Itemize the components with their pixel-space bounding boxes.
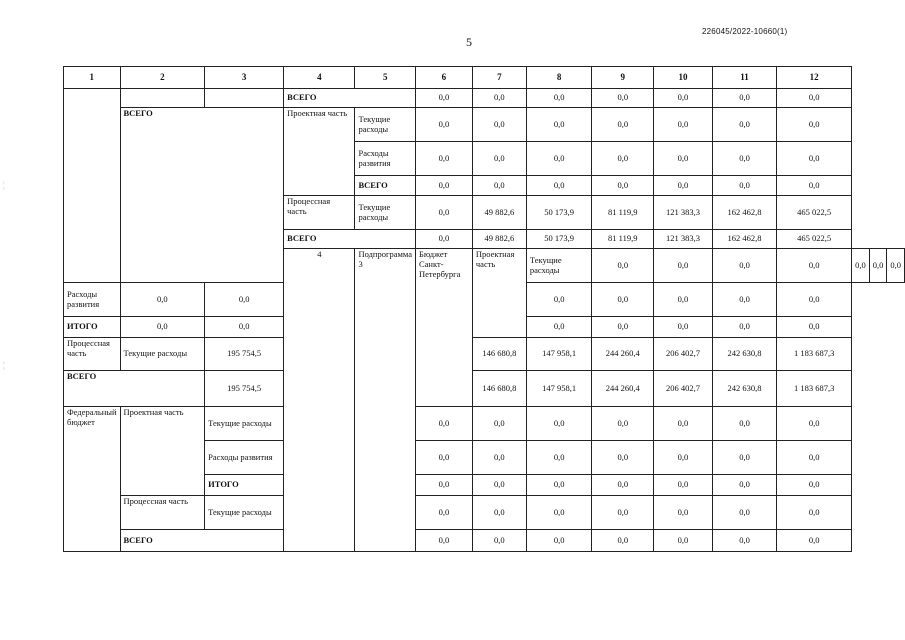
total-label: ВСЕГО xyxy=(64,371,205,407)
budget-source: Бюджет Санкт-Петербурга xyxy=(415,249,472,407)
value-cell: 0,0 xyxy=(472,441,526,475)
value-cell: 0,0 xyxy=(654,496,713,530)
value-cell: 0,0 xyxy=(654,176,713,196)
value-cell: 0,0 xyxy=(526,441,592,475)
value-cell: 121 383,3 xyxy=(654,230,713,249)
subtotal-label: ИТОГО xyxy=(205,475,284,496)
current-expenses-label: Текущие расходы xyxy=(205,496,284,530)
current-expenses-label: Текущие расходы xyxy=(355,196,416,230)
table-row xyxy=(64,371,905,407)
value-cell: 0,0 xyxy=(777,441,852,475)
value-cell: 0,0 xyxy=(777,530,852,552)
budget-table xyxy=(63,66,905,552)
value-cell: 0,0 xyxy=(592,441,654,475)
value-cell: 0,0 xyxy=(712,89,776,108)
value-cell: 0,0 xyxy=(777,475,852,496)
value-cell: 242 630,8 xyxy=(712,338,776,371)
value-cell: 0,0 xyxy=(654,317,713,338)
value-cell: 0,0 xyxy=(777,496,852,530)
column-header: 4 xyxy=(284,67,355,89)
value-cell: 0,0 xyxy=(869,249,887,283)
value-cell: 0,0 xyxy=(712,407,776,441)
value-cell: 0,0 xyxy=(592,317,654,338)
value-cell: 0,0 xyxy=(777,108,852,142)
value-cell: 0,0 xyxy=(592,283,654,317)
value-cell: 162 462,8 xyxy=(712,230,776,249)
value-cell: 0,0 xyxy=(777,249,852,283)
value-cell: 0,0 xyxy=(415,496,472,530)
budget-source: Федеральный бюджет xyxy=(64,407,121,552)
column-header: 9 xyxy=(592,67,654,89)
value-cell: 0,0 xyxy=(415,142,472,176)
value-cell: 0,0 xyxy=(472,407,526,441)
total-label: ВСЕГО xyxy=(355,176,416,196)
table-row xyxy=(64,496,905,530)
value-cell: 206 402,7 xyxy=(654,338,713,371)
value-cell: 242 630,8 xyxy=(712,371,776,407)
page-number: 5 xyxy=(466,35,472,49)
column-header: 1 xyxy=(64,67,121,89)
value-cell: 0,0 xyxy=(712,142,776,176)
subtotal-label: ИТОГО xyxy=(64,317,121,338)
value-cell: 0,0 xyxy=(592,407,654,441)
table-row xyxy=(64,89,905,108)
table-row xyxy=(64,530,905,552)
value-cell: 49 882,6 xyxy=(472,196,526,230)
value-cell: 0,0 xyxy=(592,89,654,108)
column-header: 3 xyxy=(205,67,284,89)
value-cell: 0,0 xyxy=(415,407,472,441)
value-cell: 0,0 xyxy=(712,441,776,475)
value-cell: 147 958,1 xyxy=(526,371,592,407)
value-cell: 0,0 xyxy=(654,283,713,317)
value-cell: 0,0 xyxy=(526,317,592,338)
value-cell: 0,0 xyxy=(777,407,852,441)
value-cell: 0,0 xyxy=(415,89,472,108)
column-header: 6 xyxy=(415,67,472,89)
value-cell: 0,0 xyxy=(712,475,776,496)
value-cell: 0,0 xyxy=(472,475,526,496)
value-cell: 244 260,4 xyxy=(592,371,654,407)
project-part-label: Проектная часть xyxy=(284,108,355,196)
value-cell: 0,0 xyxy=(592,496,654,530)
value-cell: 0,0 xyxy=(472,530,526,552)
value-cell: 146 680,8 xyxy=(472,338,526,371)
value-cell: 50 173,9 xyxy=(526,230,592,249)
value-cell: 162 462,8 xyxy=(712,196,776,230)
value-cell: 0,0 xyxy=(526,407,592,441)
value-cell: 0,0 xyxy=(654,475,713,496)
value-cell: 0,0 xyxy=(472,142,526,176)
left-margin-mark: ¦ xyxy=(3,360,5,370)
value-cell: 0,0 xyxy=(592,530,654,552)
development-expenses-label: Расходы развития xyxy=(355,142,416,176)
development-expenses-label: Расходы развития xyxy=(64,283,121,317)
value-cell: 0,0 xyxy=(526,142,592,176)
value-cell: 1 183 687,3 xyxy=(777,338,852,371)
row-number-cell xyxy=(64,89,121,283)
value-cell: 0,0 xyxy=(526,475,592,496)
value-cell: 0,0 xyxy=(120,283,205,317)
document-id: 226045/2022-10660(1) xyxy=(702,27,788,36)
process-part-label: Процессная часть xyxy=(64,338,121,371)
value-cell: 0,0 xyxy=(526,176,592,196)
value-cell: 0,0 xyxy=(592,176,654,196)
left-margin-mark: ¦ xyxy=(3,180,5,190)
process-part-label: Процессная часть xyxy=(120,496,205,530)
empty-cell xyxy=(120,89,205,108)
value-cell: 0,0 xyxy=(526,496,592,530)
project-part-label: Проектная часть xyxy=(472,249,526,338)
value-cell: 1 183 687,3 xyxy=(777,371,852,407)
table-row xyxy=(64,407,905,441)
value-cell: 50 173,9 xyxy=(526,196,592,230)
empty-cell xyxy=(205,89,284,108)
value-cell: 0,0 xyxy=(654,441,713,475)
column-header: 7 xyxy=(472,67,526,89)
value-cell: 147 958,1 xyxy=(526,338,592,371)
grand-total-label: ВСЕГО xyxy=(120,108,284,283)
value-cell: 195 754,5 xyxy=(205,338,284,371)
project-part-label: Проектная часть xyxy=(120,407,205,496)
value-cell: 146 680,8 xyxy=(472,371,526,407)
column-header: 5 xyxy=(355,67,416,89)
value-cell: 0,0 xyxy=(415,108,472,142)
value-cell: 0,0 xyxy=(712,108,776,142)
value-cell: 0,0 xyxy=(415,441,472,475)
column-header: 2 xyxy=(120,67,205,89)
value-cell: 0,0 xyxy=(415,230,472,249)
value-cell: 0,0 xyxy=(712,530,776,552)
value-cell: 0,0 xyxy=(654,142,713,176)
value-cell: 0,0 xyxy=(654,407,713,441)
value-cell: 0,0 xyxy=(777,142,852,176)
value-cell: 0,0 xyxy=(472,496,526,530)
total-label: ВСЕГО xyxy=(284,89,416,108)
value-cell: 0,0 xyxy=(592,475,654,496)
value-cell: 49 882,6 xyxy=(472,230,526,249)
value-cell: 0,0 xyxy=(777,283,852,317)
value-cell: 0,0 xyxy=(712,496,776,530)
value-cell: 0,0 xyxy=(415,196,472,230)
column-header: 11 xyxy=(712,67,776,89)
value-cell: 0,0 xyxy=(592,142,654,176)
value-cell: 244 260,4 xyxy=(592,338,654,371)
value-cell: 465 022,5 xyxy=(777,230,852,249)
total-label: ВСЕГО xyxy=(284,230,416,249)
value-cell: 0,0 xyxy=(712,249,776,283)
row-number: 4 xyxy=(284,249,355,552)
value-cell: 0,0 xyxy=(712,176,776,196)
value-cell: 0,0 xyxy=(712,283,776,317)
value-cell: 0,0 xyxy=(526,89,592,108)
value-cell: 81 119,9 xyxy=(592,230,654,249)
value-cell: 0,0 xyxy=(526,530,592,552)
value-cell: 0,0 xyxy=(526,283,592,317)
column-header: 8 xyxy=(526,67,592,89)
value-cell: 0,0 xyxy=(472,176,526,196)
header-row xyxy=(64,67,905,89)
value-cell: 0,0 xyxy=(654,530,713,552)
current-expenses-label: Текущие расходы xyxy=(355,108,416,142)
value-cell: 0,0 xyxy=(592,249,654,283)
table-row xyxy=(64,338,905,371)
current-expenses-label: Текущие расходы xyxy=(526,249,592,283)
subprogram-name: Подпрограмма 3 xyxy=(355,249,416,552)
value-cell: 0,0 xyxy=(120,317,205,338)
value-cell: 0,0 xyxy=(777,176,852,196)
value-cell: 0,0 xyxy=(887,249,905,283)
value-cell: 206 402,7 xyxy=(654,371,713,407)
process-part-label: Процессная часть xyxy=(284,196,355,230)
column-header: 10 xyxy=(654,67,713,89)
value-cell: 0,0 xyxy=(415,176,472,196)
value-cell: 0,0 xyxy=(852,249,870,283)
value-cell: 0,0 xyxy=(777,317,852,338)
total-label: ВСЕГО xyxy=(120,530,284,552)
value-cell: 0,0 xyxy=(654,108,713,142)
value-cell: 465 022,5 xyxy=(777,196,852,230)
value-cell: 0,0 xyxy=(592,108,654,142)
value-cell: 0,0 xyxy=(712,317,776,338)
value-cell: 121 383,3 xyxy=(654,196,713,230)
column-header: 12 xyxy=(777,67,852,89)
value-cell: 0,0 xyxy=(472,108,526,142)
value-cell: 195 754,5 xyxy=(205,371,284,407)
value-cell: 0,0 xyxy=(472,89,526,108)
current-expenses-label: Текущие расходы xyxy=(205,407,284,441)
value-cell: 81 119,9 xyxy=(592,196,654,230)
value-cell: 0,0 xyxy=(415,475,472,496)
value-cell: 0,0 xyxy=(415,530,472,552)
value-cell: 0,0 xyxy=(654,89,713,108)
value-cell: 0,0 xyxy=(205,317,284,338)
value-cell: 0,0 xyxy=(777,89,852,108)
value-cell: 0,0 xyxy=(526,108,592,142)
development-expenses-label: Расходы развития xyxy=(205,441,284,475)
table-row xyxy=(64,108,905,142)
value-cell: 0,0 xyxy=(654,249,713,283)
current-expenses-label: Текущие расходы xyxy=(120,338,205,371)
value-cell: 0,0 xyxy=(205,283,284,317)
